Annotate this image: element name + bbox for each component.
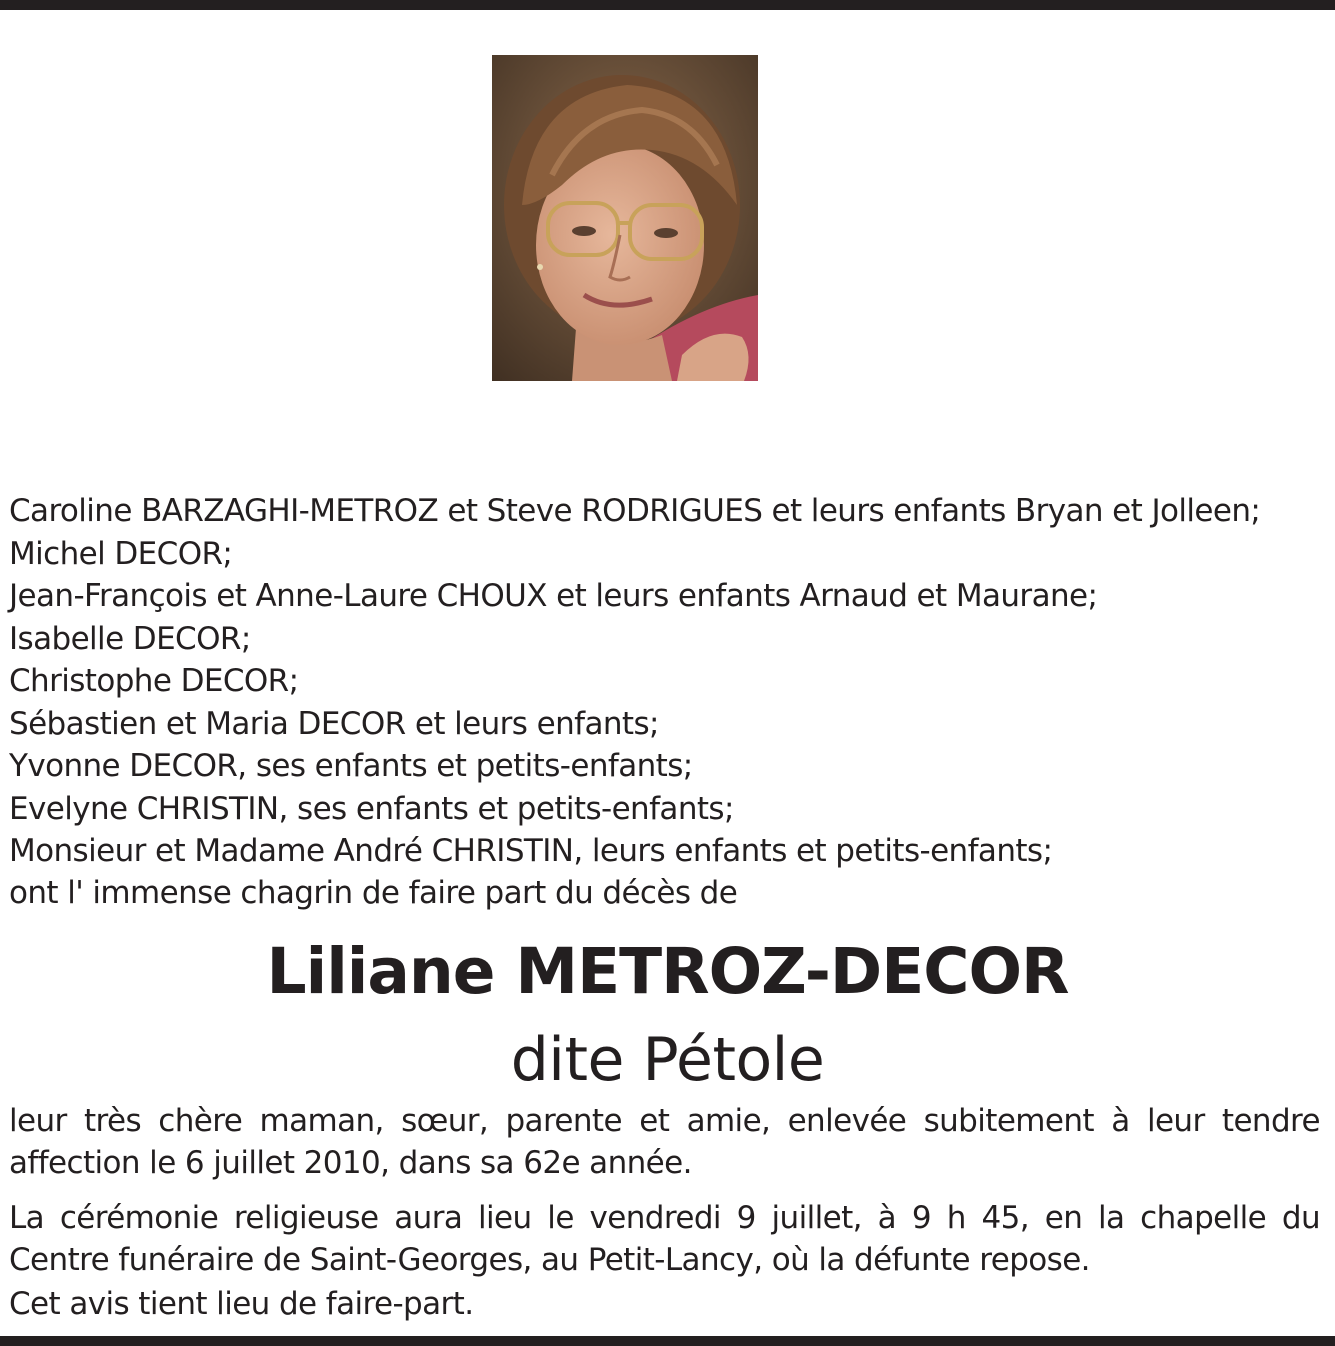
- ceremony-paragraph: La cérémonie religieuse aura lieu le vendredi 9 juillet, à 9 h 45, en la chapelle du Centre funéraire de Saint-Georges, au Petit-Lancy, où la défunte repose.: [9, 1200, 1320, 1278]
- family-line: Caroline BARZAGHI-METROZ et Steve RODRIGUES et leurs enfants Bryan et Jolleen;: [9, 493, 1261, 529]
- announcement-intro: ont l' immense chagrin de faire part du décès de: [9, 875, 738, 911]
- family-line: Christophe DECOR;: [9, 663, 299, 699]
- family-line: Monsieur et Madame André CHRISTIN, leurs enfants et petits-enfants;: [9, 833, 1053, 869]
- deceased-nickname: dite Pétole: [510, 1025, 825, 1095]
- top-border-rule: [0, 0, 1335, 10]
- family-list: [9, 490, 1329, 873]
- family-line: Evelyne CHRISTIN, ses enfants et petits-enfants;: [9, 790, 734, 827]
- deceased-name: Liliane METROZ-DECOR: [266, 935, 1069, 1008]
- notice-paragraph: Cet avis tient lieu de faire-part.: [9, 1286, 474, 1322]
- family-line: Yvonne DECOR, ses enfants et petits-enfants;: [9, 748, 693, 784]
- bottom-border-rule: [0, 1336, 1335, 1346]
- family-line: Isabelle DECOR;: [9, 620, 251, 657]
- family-line: Sébastien et Maria DECOR et leurs enfants;: [9, 705, 659, 742]
- portrait-photo: [492, 55, 758, 381]
- family-line: Jean-François et Anne-Laure CHOUX et leurs enfants Arnaud et Maurane;: [9, 578, 1098, 614]
- family-line: Michel DECOR;: [9, 535, 233, 572]
- tribute-paragraph: leur très chère maman, sœur, parente et amie, enlevée subitement à leur tendre affection le 6 juillet 2010, dans sa 62e année.: [9, 1103, 1320, 1181]
